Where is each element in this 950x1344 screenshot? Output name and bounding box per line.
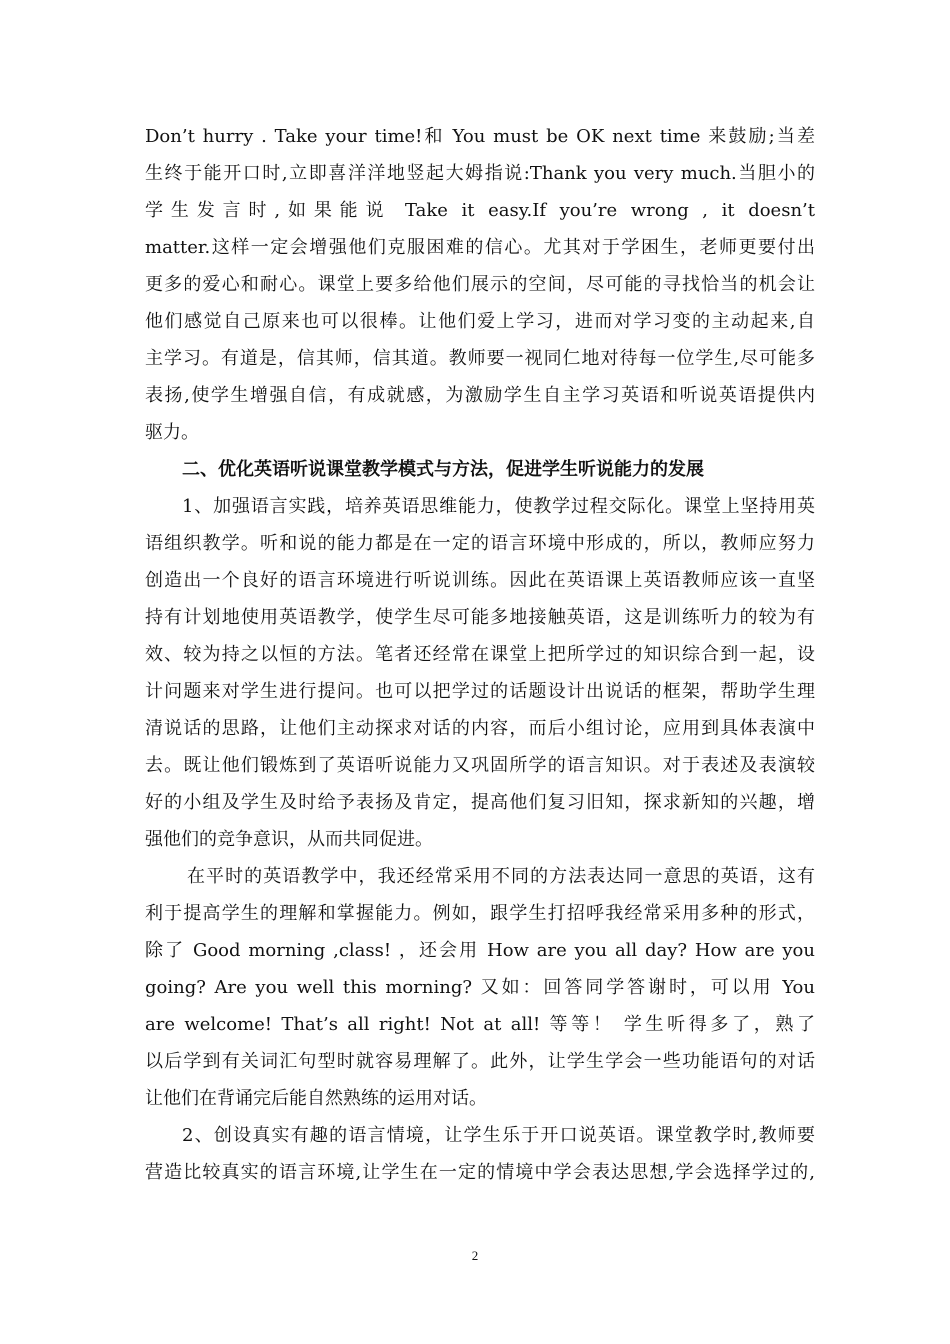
paragraph-line: 去。既让他们锻炼到了英语听说能力又巩固所学的语言知识。对于表述及表演较 <box>145 755 815 776</box>
paragraph-line: 持有计划地使用英语教学，使学生尽可能多地接触英语，这是训练听力的较为有 <box>145 607 815 628</box>
paragraph-line: 清说话的思路，让他们主动探求对话的内容，而后小组讨论，应用到具体表演中 <box>145 718 815 739</box>
page-number: 2 <box>471 1248 479 1263</box>
paragraph-line: matter.这样一定会增强他们克服困难的信心。尤其对于学困生，老师更要付出 <box>145 237 815 258</box>
paragraph-line: 计问题来对学生进行提问。也可以把学过的话题设计出说话的框架，帮助学生理 <box>145 681 815 702</box>
paragraph-line: 语组织教学。听和说的能力都是在一定的语言环境中形成的，所以，教师应努力 <box>145 533 815 554</box>
paragraph-line: 营造比较真实的语言环境,让学生在一定的情境中学会表达思想,学会选择学过的, <box>145 1162 815 1183</box>
paragraph-line: Don’t hurry . Take your time!和 You must be OK next time 来鼓励;当差 <box>145 126 815 147</box>
paragraph-line: going? Are you well this morning? 又如：回答同学答谢时，可以用 You <box>145 977 815 998</box>
paragraph-line: 好的小组及学生及时给予表扬及肯定，提高他们复习旧知，探求新知的兴趣，增 <box>145 792 815 813</box>
paragraph-line: 更多的爱心和耐心。课堂上要多给他们展示的空间，尽可能的寻找恰当的机会让 <box>145 274 815 295</box>
paragraph-line: 在平时的英语教学中，我还经常采用不同的方法表达同一意思的英语，这有 <box>187 866 815 887</box>
paragraph-line: 生终于能开口时,立即喜洋洋地竖起大姆指说:Thank you very much.当胆小的 <box>145 163 815 184</box>
paragraph-line: 驱力。 <box>145 422 199 443</box>
paragraph-line: 让他们在背诵完后能自然熟练的运用对话。 <box>145 1088 487 1109</box>
paragraph-line: 表扬,使学生增强自信，有成就感，为激励学生自主学习英语和听说英语提供内 <box>145 385 815 406</box>
paragraph-line: 除了 Good morning ,class! ，还会用 How are you all day? How are you <box>145 940 815 961</box>
paragraph-line: 学生发言时,如果能说 Take it easy.If you’re wrong , it doesn’t <box>145 200 815 221</box>
paragraph-line: 效、较为持之以恒的方法。笔者还经常在课堂上把所学过的知识综合到一起，设 <box>145 644 815 665</box>
paragraph-line: 1、加强语言实践，培养英语思维能力，使教学过程交际化。课堂上坚持用英 <box>182 496 815 517</box>
paragraph-line: 创造出一个良好的语言环境进行听说训练。因此在英语课上英语教师应该一直坚 <box>145 570 815 591</box>
paragraph-line: 他们感觉自己原来也可以很棒。让他们爱上学习，进而对学习变的主动起来,自 <box>145 311 815 332</box>
paragraph-line: 主学习。有道是，信其师，信其道。教师要一视同仁地对待每一位学生,尽可能多 <box>145 348 815 369</box>
paragraph-line: 强他们的竞争意识，从而共同促进。 <box>145 829 433 850</box>
paragraph-line: 利于提高学生的理解和掌握能力。例如，跟学生打招呼我经常采用多种的形式， <box>145 903 815 924</box>
paragraph-line: 2、创设真实有趣的语言情境，让学生乐于开口说英语。课堂教学时,教师要 <box>182 1125 815 1146</box>
paragraph-line: are welcome! That’s all right! Not at all! 等等！ 学生听得多了，熟了 <box>145 1014 815 1035</box>
section-heading: 二、优化英语听说课堂教学模式与方法，促进学生听说能力的发展 <box>182 459 704 480</box>
paragraph-line: 以后学到有关词汇句型时就容易理解了。此外，让学生学会一些功能语句的对话 <box>145 1051 815 1072</box>
